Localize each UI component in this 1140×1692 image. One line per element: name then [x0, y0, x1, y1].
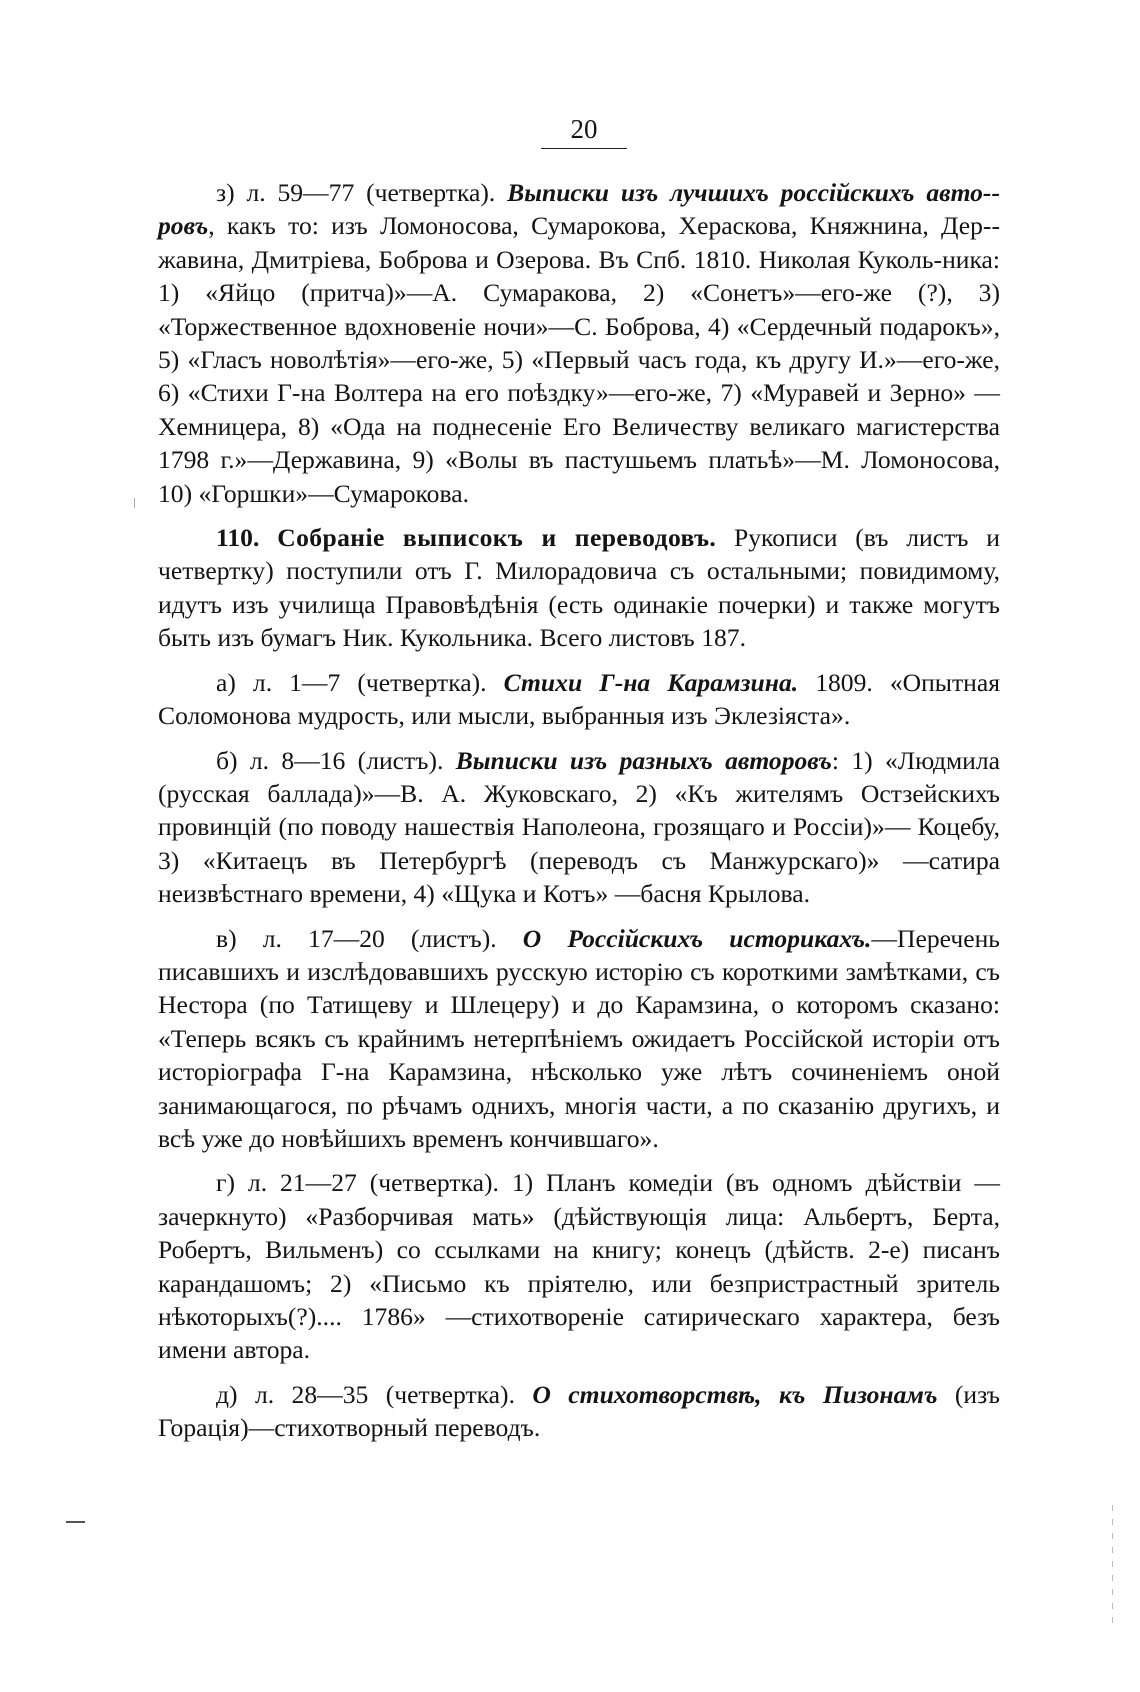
- para-d-title: О стихотворствѣ, къ Пизонамъ: [532, 1379, 938, 1409]
- para-z-body: , какъ то: изъ Ломоносова, Сумарокова, Хераскова, Княжнина, Дер-жавина, Дмитріева, Боброва и Озерова. Въ Спб. 1810. Николая Куколь-ника: 1) «Яйцо (притча)»—А. Сумаракова, 2) «Сонетъ»—его-же (?), 3) «Торжественное вдохновеніе ночи»—С. Боброва, 4) «Сердечный подарокъ», 5) «Гласъ новолѣтія»—его-же, 5) «Первый часъ года, къ другу И.»—его-же, 6) «Стихи Г-на Волтера на его поѣздку»—его-же, 7) «Муравей и Зерно» —Хемницера, 8) «Ода на поднесеніе Его Величеству великаго магистерства 1798 г.»—Державина, 9) «Волы въ пастушьемъ платьѣ»—М. Ломоносова, 10) «Горшки»—Сумарокова.: [158, 211, 1000, 508]
- para-v-body: —Перечень писавшихъ и изслѣдовавшихъ русскую исторію съ короткими замѣтками, съ Нестора (по Татищеву и Шлецеру) и до Карамзина, о которомъ сказано: «Теперь всякъ съ крайнимъ нетерпѣніемъ ожидаетъ Россійской исторіи отъ исторіографа Г-на Карамзина, нѣсколько уже лѣтъ сочиненіемъ оной занимающагося, по рѣчамъ однихъ, многія части, а по сказанію другихъ, и всѣ уже до новѣйшихъ временъ кончившаго».: [158, 923, 1000, 1153]
- scan-edge-mark: [1112, 1505, 1113, 1625]
- page-number: 20: [541, 112, 627, 149]
- para-b-body: : 1) «Людмила (русская баллада)»—В. А. Жуковскаго, 2) «Къ жителямъ Остзейскихъ провинцій (по поводу нашествія Наполеона, грозящаго и Россіи)»— Коцебу, 3) «Китаецъ въ Петербургѣ (переводъ съ Манжурскаго)» —сатира неизвѣстнаго времени, 4) «Щука и Котъ» —басня Крылова.: [158, 745, 1000, 909]
- scan-dash-mark: [66, 1521, 85, 1523]
- para-v-title: О Россійскихъ историкахъ.: [522, 923, 872, 953]
- paragraph-z: [158, 176, 1000, 510]
- para-a-body: 1809. «Опытная Соломонова мудрость, или мысли, выбранныя изъ Эклезіяста».: [158, 667, 1001, 731]
- para-a-lead: а) л. 1—7 (четвертка).: [216, 667, 504, 697]
- paragraph-d: [158, 1378, 1000, 1445]
- para-v-lead: в) л. 17—20 (листъ).: [216, 923, 523, 953]
- para-g-body: г) л. 21—27 (четвертка). 1) Планъ комедіи (въ одномъ дѣйствіи —зачеркнуто) «Разборчивая мать» (дѣйствующія лица: Альбертъ, Берта, Робертъ, Вильменъ) со ссылками на книгу; конецъ (дѣйств. 2-е) писанъ карандашомъ; 2) «Письмо къ пріятелю, или безпристрастный зритель нѣкоторыхъ(?).... 1786» —стихотвореніе сатирическаго характера, безъ имени автора.: [158, 1168, 1000, 1365]
- para-b-lead: б) л. 8—16 (листъ).: [216, 745, 456, 775]
- para-a-title: Стихи Г-на Карамзина.: [503, 667, 799, 697]
- para-d-lead: д) л. 28—35 (четвертка).: [216, 1379, 533, 1409]
- paragraph-v: [158, 922, 1000, 1156]
- para-z-title: Выписки изъ лучшихъ россійскихъ авто-ровъ: [158, 178, 1000, 241]
- para-d-body: (изъ Горація)—стихотворный переводъ.: [158, 1379, 1000, 1443]
- paragraph-b: [158, 744, 1000, 911]
- entry-110-body: Рукописи (въ листъ и четвертку) поступили отъ Г. Милорадовича съ остальными; повидимому, идутъ изъ училища Правовѣдѣнія (есть одинакіе почерки) и также могутъ быть изъ бумагъ Ник. Кукольника. Всего листовъ 187.: [158, 523, 1000, 653]
- entry-110: [158, 521, 1000, 655]
- entry-title: Собраніе выписокъ и переводовъ.: [277, 523, 717, 553]
- paragraph-g: [158, 1166, 1000, 1366]
- body-text: [158, 176, 1000, 1445]
- para-z-lead: з) л. 59—77 (четвертка).: [216, 178, 508, 207]
- entry-number: 110.: [216, 523, 278, 553]
- para-b-title: Выписки изъ разныхъ авторовъ: [455, 745, 832, 775]
- paragraph-a: [158, 666, 1000, 733]
- scan-tick-mark: [134, 498, 135, 508]
